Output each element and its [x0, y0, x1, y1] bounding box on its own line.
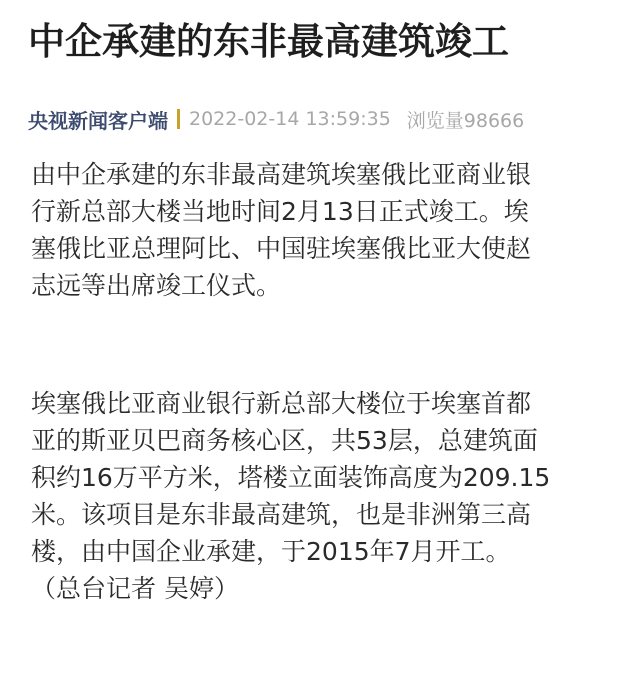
- paragraph-line: 亚的斯亚贝巴商务核心区，共53层，总建筑面: [31, 426, 538, 455]
- paragraph-line: 埃塞俄比亚商业银行新总部大楼位于埃塞首都: [31, 389, 532, 418]
- paragraph-line: 行新总部大楼当地时间2月13日正式竣工。埃: [31, 197, 529, 226]
- paragraph-2: [31, 385, 621, 607]
- paragraph-line: 志远等出席竣工仪式。: [31, 271, 282, 300]
- paragraph-1: [31, 156, 621, 304]
- view-count: 浏览量98666: [406, 109, 525, 132]
- article-title: 中企承建的东非最高建筑竣工: [28, 20, 509, 63]
- publish-datetime: 2022-02-14 13:59:35: [189, 108, 391, 130]
- paragraph-line: 楼，由中国企业承建，于2015年7月开工。: [31, 537, 511, 566]
- meta-divider: [177, 109, 180, 129]
- paragraph-line: 由中企承建的东非最高建筑埃塞俄比亚商业银: [31, 160, 532, 189]
- paragraph-line: 米。该项目是东非最高建筑，也是非洲第三高: [31, 500, 532, 529]
- source-link[interactable]: 央视新闻客户端: [28, 108, 168, 133]
- article-meta: [28, 102, 524, 136]
- paragraph-line: 塞俄比亚总理阿比、中国驻埃塞俄比亚大使赵: [31, 234, 532, 263]
- reporter-credit: （总台记者 吴婷）: [31, 574, 239, 603]
- paragraph-line: 积约16万平方米，塔楼立面装饰高度为209.15: [31, 463, 551, 492]
